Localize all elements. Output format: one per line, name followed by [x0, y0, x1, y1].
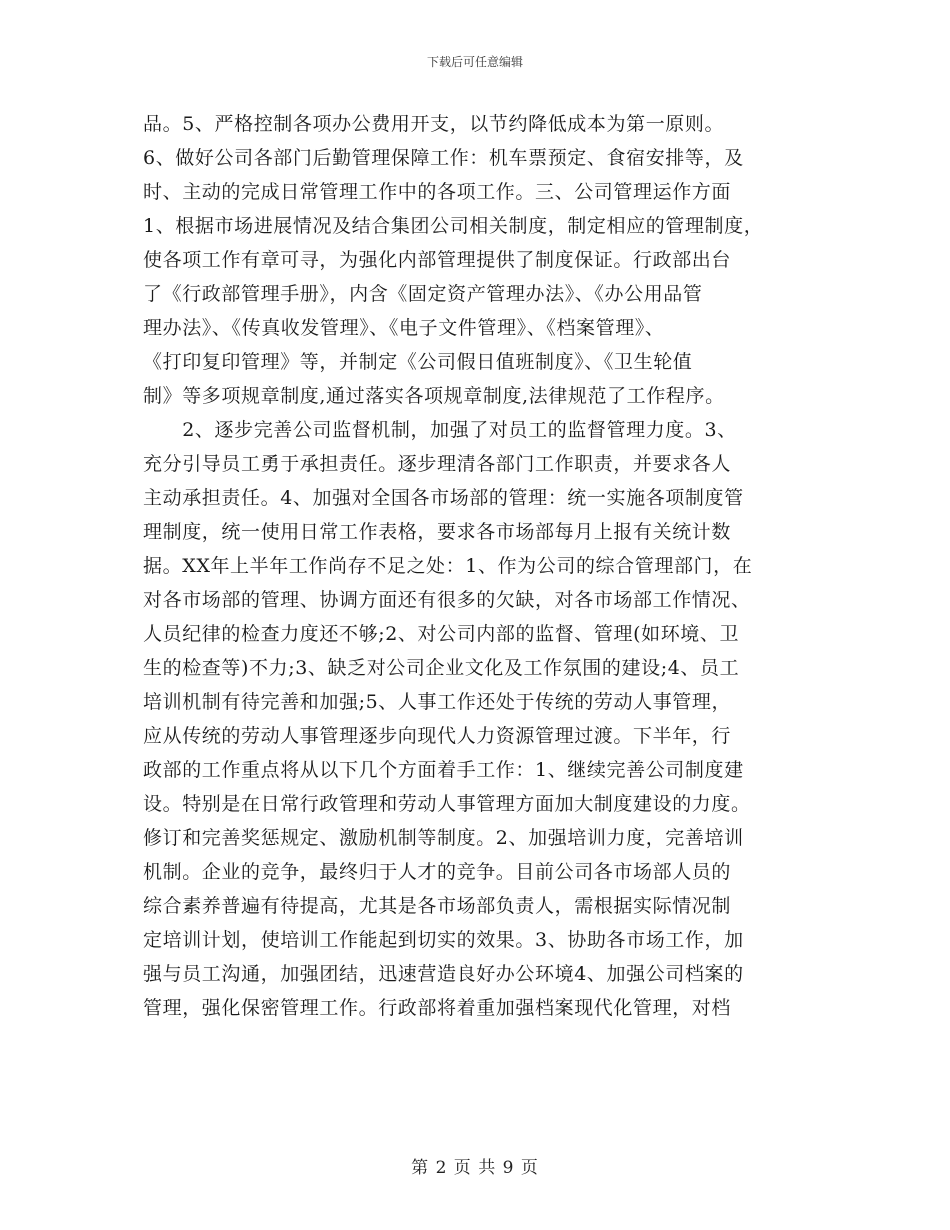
text-line: 理办法》、《传真收发管理》、《电子文件管理》、《档案管理》、 — [143, 317, 665, 339]
text-line: 品。5、严格控制各项办公费用开支，以节约降低成本为第一原则。 — [143, 113, 725, 135]
text-line: 6、做好公司各部门后勤管理保障工作：机车票预定、食宿安排等，及 — [143, 147, 744, 169]
text-line: 主动承担责任。4、加强对全国各市场部的管理：统一实施各项制度管 — [143, 487, 744, 509]
text-line: 修订和完善奖惩规定、激励机制等制度。2、加强培训力度，完善培训 — [143, 827, 744, 849]
text-line: 制》等多项规章制度,通过落实各项规章制度,法律规范了工作程序。 — [143, 385, 725, 407]
text-line: 理制度，统一使用日常工作表格，要求各市场部每月上报有关统计数 — [143, 521, 732, 543]
text-line: 生的检查等)不力;3、缺乏对公司企业文化及工作氛围的建设;4、员工 — [143, 657, 740, 679]
text-line: 管理，强化保密管理工作。行政部将着重加强档案现代化管理，对档 — [143, 997, 732, 1019]
text-line: 了《行政部管理手册》，内含《固定资产管理办法》、《办公用品管 — [143, 283, 703, 305]
text-line: 1、根据市场进展情况及结合集团公司相关制度，制定相应的管理制度， — [143, 215, 764, 237]
text-line: 综合素养普遍有待提高，尤其是各市场部负责人，需根据实际情况制 — [143, 895, 732, 917]
text-line: 据。XX年上半年工作尚存不足之处：1、作为公司的综合管理部门，在 — [143, 555, 753, 577]
text-line: 定培训计划，使培训工作能起到切实的效果。3、协助各市场工作，加 — [143, 929, 744, 951]
page-header-note: 下载后可任意编辑 — [426, 55, 523, 69]
text-line: 时、主动的完成日常管理工作中的各项工作。三、公司管理运作方面 — [143, 181, 732, 203]
text-line: 《打印复印管理》等，并制定《公司假日值班制度》、《卫生轮值 — [143, 351, 693, 373]
page-number-footer: 第 2 页 共 9 页 — [411, 1158, 539, 1178]
text-line: 人员纪律的检查力度还不够;2、对公司内部的监督、管理(如环境、卫 — [143, 623, 740, 645]
text-line: 培训机制有待完善和加强;5、人事工作还处于传统的劳动人事管理， — [143, 691, 732, 713]
text-line: 应从传统的劳动人事管理逐步向现代人力资源管理过渡。下半年，行 — [143, 725, 732, 747]
document-body — [143, 107, 823, 1025]
text-line: 强与员工沟通，加强团结，迅速营造良好办公环境4、加强公司档案的 — [143, 963, 744, 985]
text-line: 对各市场部的管理、协调方面还有很多的欠缺，对各市场部工作情况、 — [143, 589, 751, 611]
text-line: 2、逐步完善公司监督机制，加强了对员工的监督管理力度。3、 — [143, 419, 737, 441]
text-line: 政部的工作重点将从以下几个方面着手工作：1、继续完善公司制度建 — [143, 759, 744, 781]
text-line: 使各项工作有章可寻，为强化内部管理提供了制度保证。行政部出台 — [143, 249, 732, 271]
text-line: 机制。企业的竞争，最终归于人才的竞争。目前公司各市场部人员的 — [143, 861, 732, 883]
text-line: 设。特别是在日常行政管理和劳动人事管理方面加大制度建设的力度。 — [143, 793, 751, 815]
text-line: 充分引导员工勇于承担责任。逐步理清各部门工作职责，并要求各人 — [143, 453, 732, 475]
